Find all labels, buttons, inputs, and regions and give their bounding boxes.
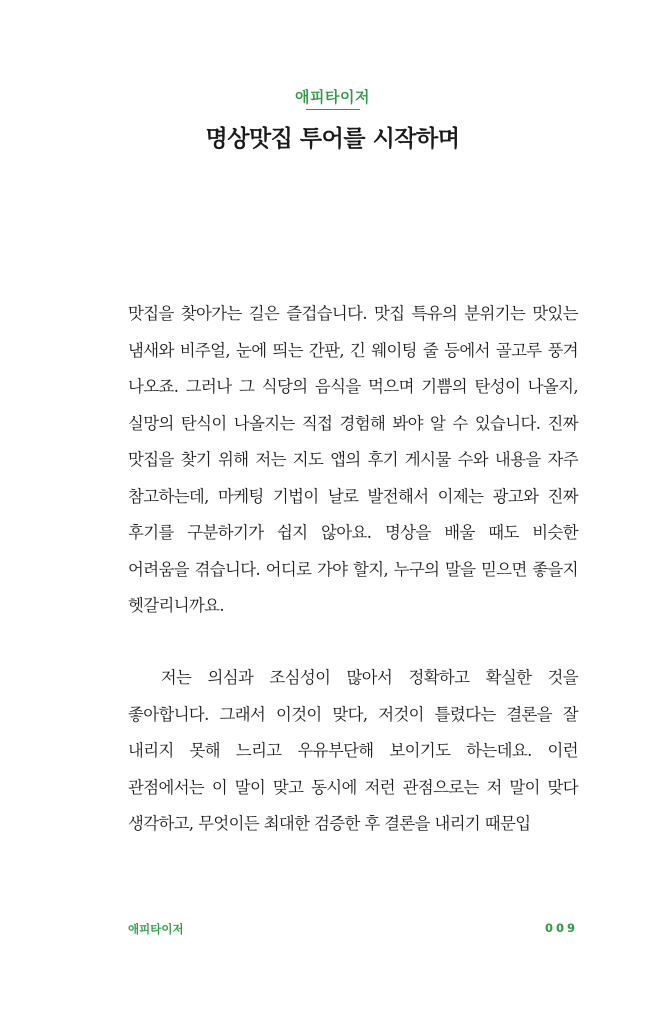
footer-section-label: 애피타이저 — [128, 922, 184, 936]
page-number: 009 — [544, 921, 578, 935]
paragraph-1: 맛집을 찾아가는 길은 즐겁습니다. 맛집 특유의 분위기는 맛있는 냄새와 비주얼, 눈에 띄는 간판, 긴 웨이팅 줄 등에서 골고루 풍겨 나오죠. 그러나 그 식당의 음식을 먹으며 기쁨의 탄성이 나올지, 실망의 탄식이 나올지는 직접 경험해 봐야 알 수 있습니다. 진짜 맛집을 찾기 위해 저는 지도 앱의 후기 게시물 수와 내용을 자주 참고하는데, 마케팅 기법이 날로 발전해서 이제는 광고와 진짜 후기를 구분하기가 쉽지 않아요. 명상을 배울 때도 비슷한 어려움을 겪습니다. 어디로 가야 할지, 누구의 말을 믿으면 좋을지 헷갈리니까요. — [128, 304, 578, 615]
chapter-label-underline — [306, 109, 360, 110]
paragraph-2: 저는 의심과 조심성이 많아서 정확하고 확실한 것을 좋아합니다. 그래서 이것이 맞다, 저것이 틀렸다는 결론을 잘 내리지 못해 느리고 우유부단해 보이기도 하는데요. 이런 관점에서는 이 말이 맞고 동시에 저런 관점으로는 저 말이 맞다 생각하고, 무엇이든 최대한 검증한 후 결론을 내리기 때문입 — [128, 668, 578, 833]
page-title: 명상맛집 투어를 시작하며 — [205, 126, 460, 152]
chapter-label: 애피타이저 — [295, 88, 370, 106]
